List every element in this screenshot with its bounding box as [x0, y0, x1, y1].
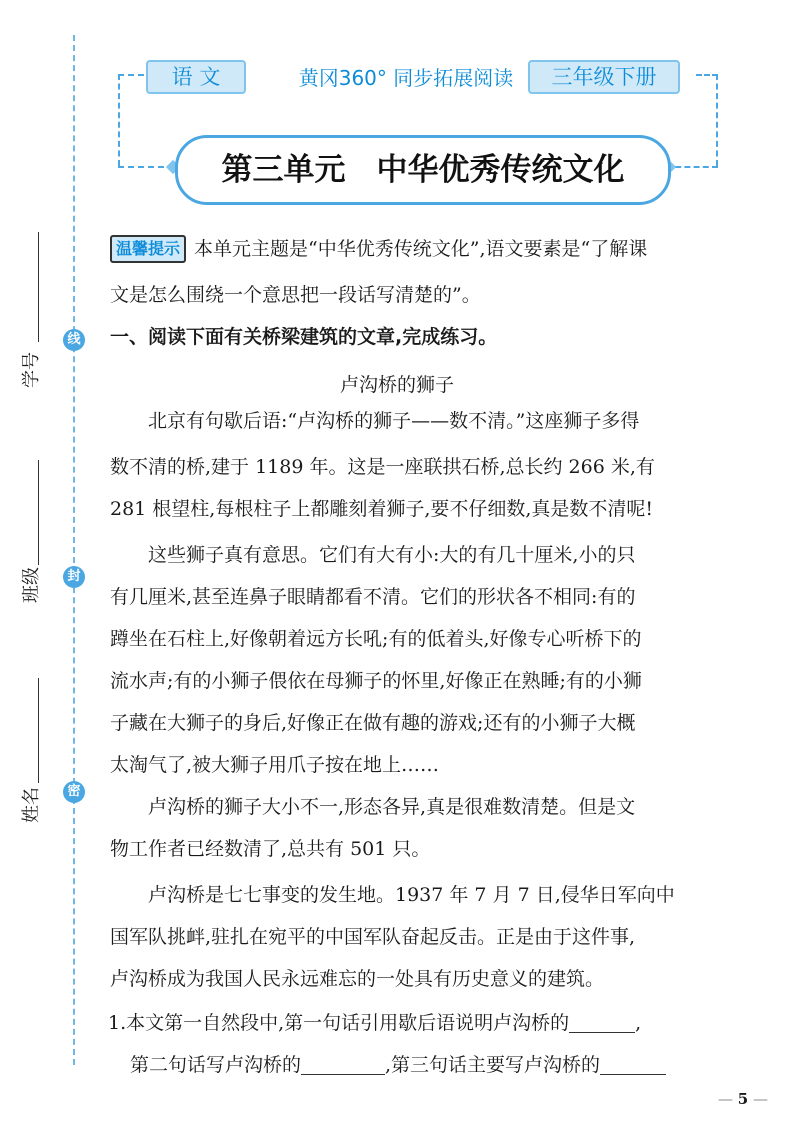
- question-1-text-2b: ,第三句话主要写卢沟桥的: [385, 1054, 601, 1076]
- unit-title: 第三单元 中华优秀传统文化: [175, 135, 671, 205]
- student-id-label: 学号: [21, 352, 42, 388]
- subject-badge: 语 文: [146, 60, 246, 94]
- binding-dot-secret: 密: [63, 781, 85, 803]
- page-number: — 5 —: [718, 1090, 768, 1108]
- question-1-line-2: [130, 1046, 740, 1084]
- name-label: 姓名: [21, 787, 42, 823]
- article-line: 物工作者已经数清了,总共有 501 只。: [110, 838, 431, 860]
- question-1-line-1: [108, 1004, 738, 1042]
- article-line: 蹲坐在石柱上,好像朝着远方长吼;有的低着头,好像专心听桥下的: [110, 628, 642, 650]
- article-line: 这些狮子真有意思。它们有大有小:大的有几十厘米,小的只: [110, 544, 636, 566]
- header-frame-left-top: [118, 74, 144, 76]
- series-title: 黄冈360° 同步拓展阅读: [298, 66, 514, 90]
- article-line: 有几厘米,甚至连鼻子眼睛都看不清。它们的形状各不相同:有的: [110, 586, 636, 608]
- binding-dot-seal: 封: [63, 566, 85, 588]
- header-bar: [146, 60, 716, 96]
- header-frame-right: [716, 74, 718, 166]
- article-line: 北京有句歇后语:“卢沟桥的狮子——数不清。”这座狮子多得: [110, 410, 640, 432]
- student-id-blank[interactable]: [38, 232, 40, 342]
- article-title: 卢沟桥的狮子: [339, 374, 454, 396]
- article-line: 子藏在大狮子的身后,好像正在做有趣的游戏;还有的小狮子大概: [110, 712, 636, 734]
- class-blank[interactable]: [38, 460, 40, 565]
- tip-badge: 温馨提示: [110, 235, 186, 263]
- article-line: 281 根望柱,每根柱子上都雕刻着狮子,要不仔细数,真是数不清呢!: [110, 498, 654, 520]
- page-number-value: 5: [737, 1090, 749, 1108]
- question-1-text: 1.本文第一自然段中,第一句话引用歇后语说明卢沟桥的: [108, 1012, 570, 1034]
- tip-line-1: 本单元主题是“中华优秀传统文化”,语文要素是“了解课: [194, 238, 648, 260]
- question-1-text-2a: 第二句话写卢沟桥的: [130, 1054, 302, 1076]
- answer-blank-3[interactable]: [600, 1050, 666, 1075]
- grade-badge: 三年级下册: [528, 60, 680, 94]
- question-1-comma: ,: [635, 1012, 642, 1034]
- article-line: 卢沟桥成为我国人民永远难忘的一处具有历史意义的建筑。: [110, 968, 605, 990]
- tip-paragraph: [110, 230, 730, 268]
- answer-blank-2[interactable]: [301, 1050, 385, 1075]
- article-line: 卢沟桥的狮子大小不一,形态各异,真是很难数清楚。但是文: [110, 796, 636, 818]
- section-heading: 一、阅读下面有关桥梁建筑的文章,完成练习。: [110, 326, 498, 348]
- article-line: 数不清的桥,建于 1189 年。这是一座联拱石桥,总长约 266 米,有: [110, 456, 655, 478]
- binding-dot-line: 线: [63, 329, 85, 351]
- header-frame-left: [118, 74, 120, 166]
- tip-line-2: 文是怎么围绕一个意思把一段话写清楚的”。: [110, 284, 481, 306]
- article-line: 国军队挑衅,驻扎在宛平的中国军队奋起反击。正是由于这件事,: [110, 926, 636, 948]
- binding-dash-line: [73, 35, 75, 1065]
- article-line: 卢沟桥是七七事变的发生地。1937 年 7 月 7 日,侵华日军向中: [110, 884, 675, 906]
- article-line: 太淘气了,被大狮子用爪子按在地上……: [110, 754, 440, 776]
- class-label: 班级: [21, 567, 42, 603]
- answer-blank-1[interactable]: [569, 1008, 635, 1033]
- name-blank[interactable]: [38, 678, 40, 783]
- article-line: 流水声;有的小狮子偎依在母狮子的怀里,好像正在熟睡;有的小狮: [110, 670, 642, 692]
